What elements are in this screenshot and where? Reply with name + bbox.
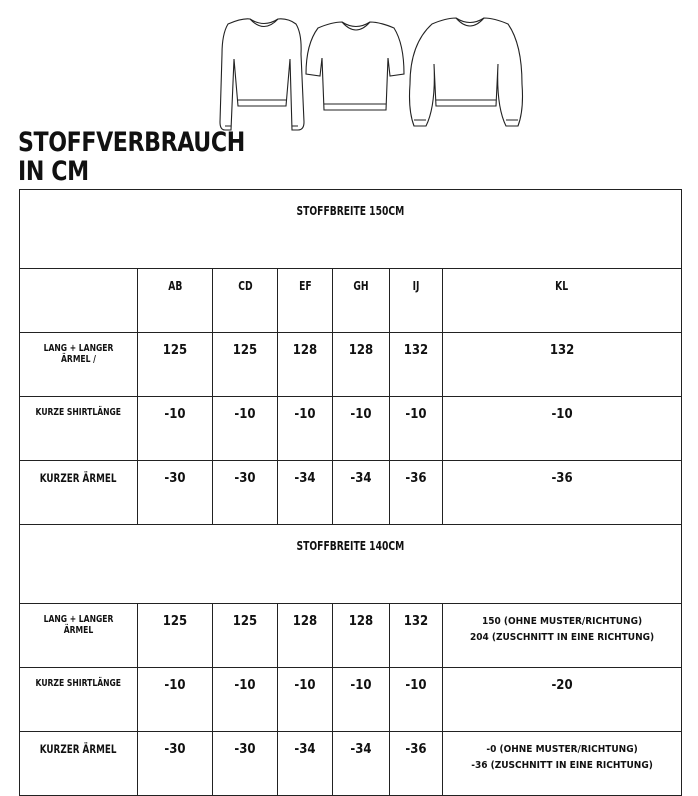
column-header: CD (213, 269, 278, 333)
value-cell: 125 (213, 604, 278, 668)
kl-value-cell: -10 (443, 397, 682, 461)
value-cell: -10 (390, 668, 443, 732)
title-line-2: IN CM (18, 156, 89, 187)
kl-value-cell: -20 (443, 668, 682, 732)
value-cell: -10 (213, 397, 278, 461)
long-sleeve-sweater-sketch (220, 19, 304, 130)
value-cell: -36 (390, 461, 443, 525)
table-row (20, 397, 682, 461)
value-cell: 125 (138, 604, 213, 668)
row-label: LANG + LANGER ÄRMEL / (20, 333, 138, 397)
value-cell: 125 (213, 333, 278, 397)
table-row (20, 668, 682, 732)
kl-value-line: -0 (OHNE MUSTER/RICHTUNG) (486, 744, 638, 755)
header-empty-cell (20, 269, 138, 333)
value-cell: -10 (333, 668, 390, 732)
row-label: KURZER ÄRMEL (20, 461, 138, 525)
value-cell: -34 (278, 732, 333, 796)
value-cell: -36 (390, 732, 443, 796)
value-cell: 125 (138, 333, 213, 397)
column-header: EF (278, 269, 333, 333)
column-header: AB (138, 269, 213, 333)
value-cell: -30 (213, 732, 278, 796)
kl-value-line: 204 (ZUSCHNITT IN EINE RICHTUNG) (469, 632, 655, 643)
row-label: KURZE SHIRTLÄNGE (20, 397, 138, 461)
row-label: LANG + LANGER ÄRMEL (20, 604, 138, 668)
title-line-1: STOFFVERBRAUCH (18, 127, 245, 158)
kl-value-cell: 132 (443, 333, 682, 397)
section-heading: STOFFBREITE 150CM (20, 190, 682, 269)
value-cell: 132 (390, 604, 443, 668)
fabric-usage-table (19, 189, 682, 796)
value-cell: 128 (333, 333, 390, 397)
value-cell: -10 (138, 668, 213, 732)
section-heading-row (20, 525, 682, 604)
value-cell: -30 (213, 461, 278, 525)
column-header: IJ (390, 269, 443, 333)
value-cell: -10 (333, 397, 390, 461)
value-cell: -30 (138, 461, 213, 525)
value-cell: -10 (213, 668, 278, 732)
value-cell: -10 (278, 668, 333, 732)
page-title (18, 128, 245, 186)
balloon-sleeve-sweater-sketch (410, 18, 523, 126)
table-row (20, 732, 682, 796)
table-row (20, 461, 682, 525)
kl-value-cell (443, 604, 682, 668)
value-cell: -10 (278, 397, 333, 461)
table-row (20, 604, 682, 668)
value-cell: -34 (333, 732, 390, 796)
column-header: GH (333, 269, 390, 333)
value-cell: 128 (278, 333, 333, 397)
garment-sketches (200, 14, 530, 134)
value-cell: -10 (390, 397, 443, 461)
kl-value-line: 150 (OHNE MUSTER/RICHTUNG) (481, 616, 643, 627)
size-header-row (20, 269, 682, 333)
kl-value-cell (443, 732, 682, 796)
value-cell: 132 (390, 333, 443, 397)
value-cell: 128 (278, 604, 333, 668)
row-label: KURZE SHIRTLÄNGE (20, 668, 138, 732)
section-heading-row (20, 190, 682, 269)
kl-value-line: -36 (ZUSCHNITT IN EINE RICHTUNG) (471, 760, 653, 771)
table-row (20, 333, 682, 397)
short-sleeve-shirt-sketch (306, 22, 404, 110)
value-cell: -34 (278, 461, 333, 525)
value-cell: -10 (138, 397, 213, 461)
section-heading: STOFFBREITE 140CM (20, 525, 682, 604)
kl-value-cell: -36 (443, 461, 682, 525)
value-cell: -34 (333, 461, 390, 525)
column-header: KL (443, 269, 682, 333)
value-cell: -30 (138, 732, 213, 796)
row-label: KURZER ÄRMEL (20, 732, 138, 796)
value-cell: 128 (333, 604, 390, 668)
